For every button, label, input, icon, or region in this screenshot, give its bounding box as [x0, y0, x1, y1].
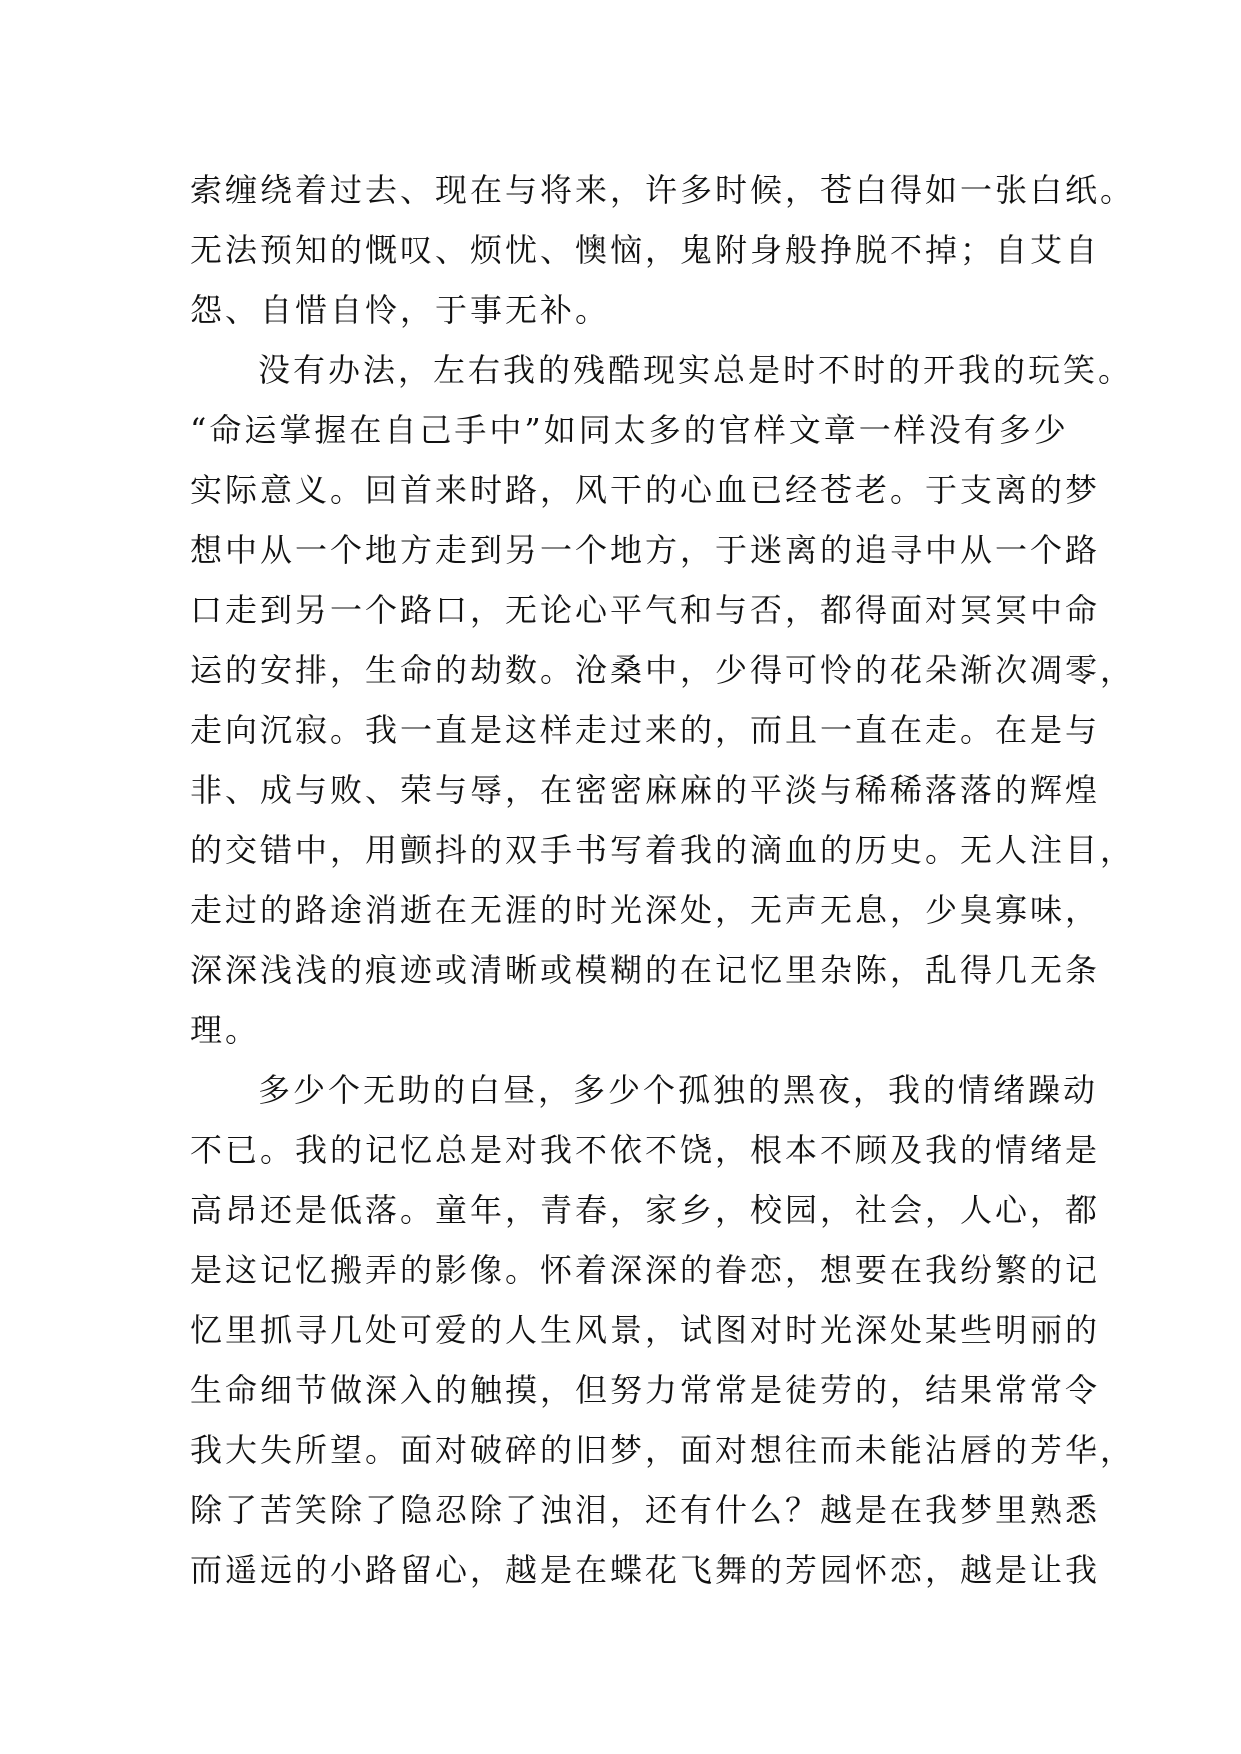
text-line: 走向沉寂。我一直是这样走过来的，而且一直在走。在是与 — [190, 711, 1101, 749]
text-line: 无法预知的慨叹、烦忧、懊恼，鬼附身般挣脱不掉；自艾自 — [190, 231, 1101, 269]
text-line: 走过的路途消逝在无涯的时光深处，无声无息，少臭寡味， — [190, 891, 1101, 929]
text-line: 怨、自惜自怜，于事无补。 — [190, 291, 611, 329]
text-line: 想中从一个地方走到另一个地方，于迷离的追寻中从一个路 — [190, 531, 1101, 569]
paragraph-1 — [190, 160, 1136, 340]
text-line: 没有办法，左右我的残酷现实总是时不时的开我的玩笑。 — [258, 351, 1134, 389]
text-line: 实际意义。回首来时路，风干的心血已经苍老。于支离的梦 — [190, 471, 1101, 509]
text-line: 是这记忆搬弄的影像。怀着深深的眷恋，想要在我纷繁的记 — [190, 1251, 1101, 1289]
text-line: 生命细节做深入的触摸，但努力常常是徒劳的，结果常常令 — [190, 1371, 1101, 1409]
text-line: 口走到另一个路口，无论心平气和与否，都得面对冥冥中命 — [190, 591, 1101, 629]
text-line: 深深浅浅的痕迹或清晰或模糊的在记忆里杂陈，乱得几无条 — [190, 951, 1101, 989]
text-line: 除了苦笑除了隐忍除了浊泪，还有什么？越是在我梦里熟悉 — [190, 1491, 1101, 1529]
text-line: 而遥远的小路留心，越是在蝶花飞舞的芳园怀恋，越是让我 — [190, 1551, 1101, 1589]
text-line: “命运掌握在自己手中”如同太多的官样文章一样没有多少 — [190, 411, 1069, 449]
paragraph-2 — [190, 340, 1136, 1060]
paragraph-3 — [190, 1060, 1136, 1600]
text-line: 理。 — [190, 1011, 261, 1049]
text-line: 我大失所望。面对破碎的旧梦，面对想往而未能沾唇的芳华， — [190, 1431, 1136, 1469]
text-line: 忆里抓寻几处可爱的人生风景，试图对时光深处某些明丽的 — [190, 1311, 1101, 1349]
text-line: 运的安排，生命的劫数。沧桑中，少得可怜的花朵渐次凋零， — [190, 651, 1136, 689]
text-line: 多少个无助的白昼，多少个孤独的黑夜，我的情绪躁动 — [258, 1071, 1099, 1109]
body-text — [190, 160, 1136, 1600]
text-line: 非、成与败、荣与辱，在密密麻麻的平淡与稀稀落落的辉煌 — [190, 771, 1101, 809]
text-line: 不已。我的记忆总是对我不依不饶，根本不顾及我的情绪是 — [190, 1131, 1101, 1169]
text-line: 的交错中，用颤抖的双手书写着我的滴血的历史。无人注目， — [190, 831, 1136, 869]
text-line: 索缠绕着过去、现在与将来，许多时候，苍白得如一张白纸。 — [190, 171, 1136, 209]
text-line: 高昂还是低落。童年，青春，家乡，校园，社会，人心，都 — [190, 1191, 1101, 1229]
